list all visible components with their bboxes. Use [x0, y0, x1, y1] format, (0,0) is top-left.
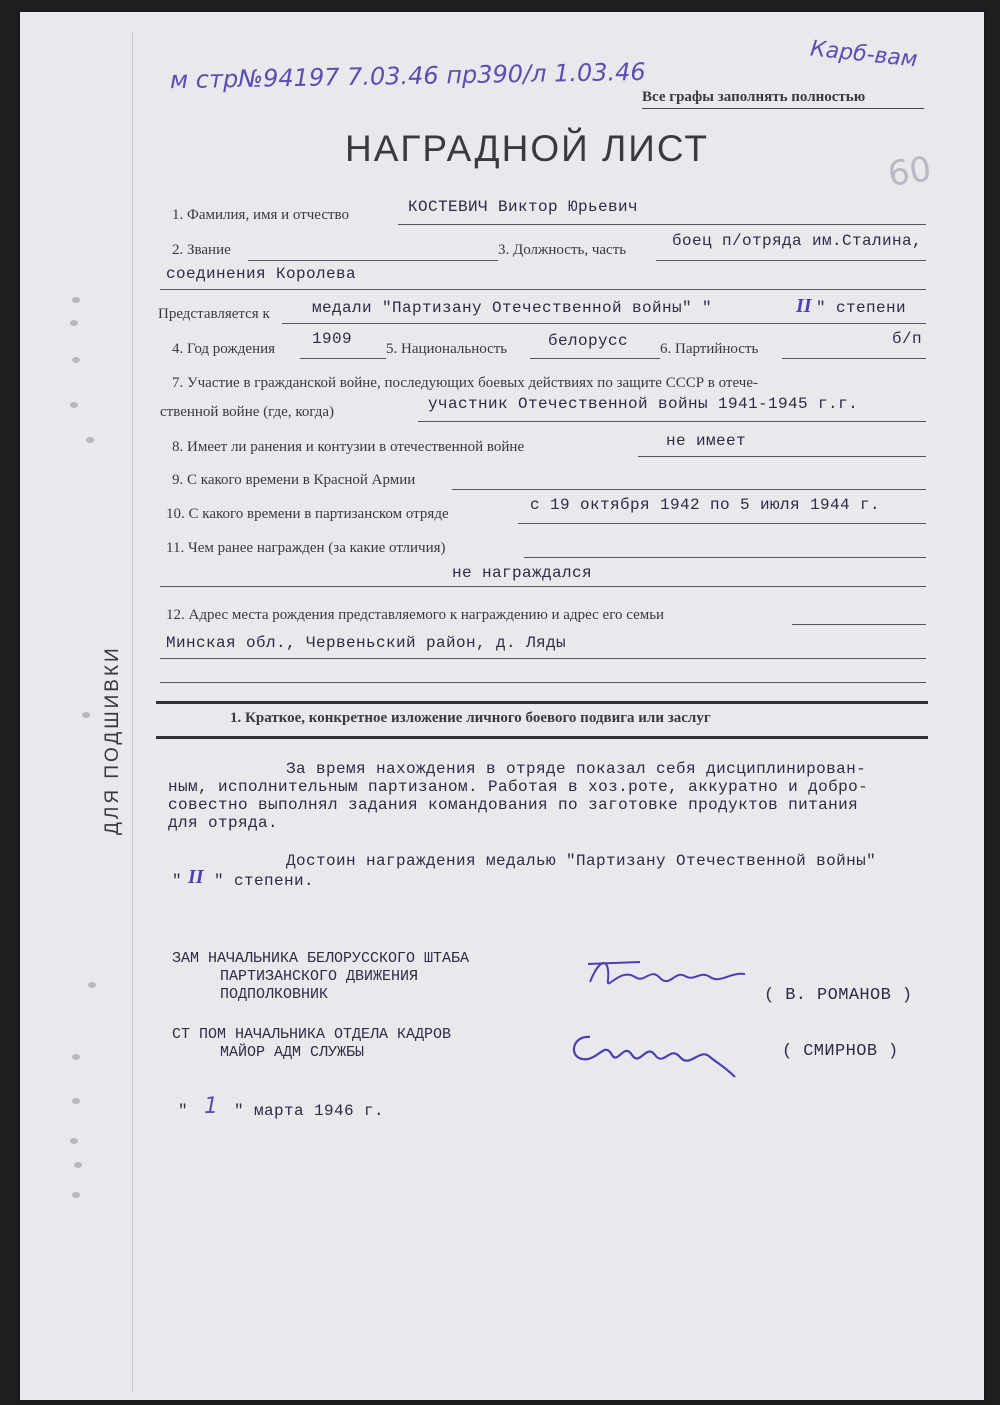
field-7-label: 7. Участие в гражданской войне, последующих боевых действиях по защите СССР в отече- — [172, 375, 758, 391]
field-4-value: 1909 — [312, 330, 353, 348]
merit-conclusion-degree: II — [188, 866, 204, 888]
field-12-label: 12. Адрес места рождения представляемого к награждению и адрес его семьи — [166, 607, 665, 623]
represented-degree: II — [796, 295, 812, 317]
handwritten-archive-note: м стр№94197 7.03.46 пр390/л 1.03.46 — [169, 57, 646, 95]
field-3-value-cont: соединения Королева — [166, 265, 357, 283]
signatory-1-line-1: ЗАМ НАЧАЛЬНИКА БЕЛОРУССКОГО ШТАБА — [172, 950, 470, 967]
merit-conclusion-close: " степени. — [214, 872, 315, 890]
field-2-label: 2. Звание — [172, 242, 231, 258]
field-7-label-cont: ственной войне (где, когда) — [160, 404, 335, 420]
section-heading: 1. Краткое, конкретное изложение личного боевого подвига или заслуг — [230, 710, 711, 726]
field-3-label: 3. Должность, часть — [498, 242, 627, 258]
binding-margin-label: ДЛЯ ПОДШИВКИ — [102, 645, 123, 835]
date-rest: " марта 1946 г. — [234, 1102, 385, 1120]
signatory-2-line-2: МАЙОР АДМ СЛУЖБЫ — [220, 1044, 365, 1061]
merit-text-line-4: для отряда. — [168, 814, 279, 832]
signatory-2-line-1: СТ ПОМ НАЧАЛЬНИКА ОТДЕЛА КАДРОВ — [172, 1026, 452, 1043]
page-number-pencil: 60 — [885, 149, 934, 195]
merit-text-line-2: ным, исполнительным партизаном. Работая в хоз.роте, аккуратно и добро- — [168, 778, 869, 796]
merit-text-line-3: совестно выполнял задания командования по заготовке продуктов питания — [168, 796, 859, 814]
punch-hole — [86, 437, 94, 443]
punch-hole — [70, 1138, 78, 1144]
field-10-value: с 19 октября 1942 по 5 июля 1944 г. — [530, 496, 881, 514]
punch-hole — [72, 297, 80, 303]
represented-label: Представляется к — [158, 306, 270, 322]
merit-conclusion-open: " — [172, 872, 183, 890]
field-8-label: 8. Имеет ли ранения и контузии в отечественной войне — [172, 439, 525, 455]
signature-smirnov — [560, 1017, 750, 1087]
field-6-label: 6. Партийность — [660, 341, 759, 357]
field-9-label: 9. С какого времени в Красной Армии — [172, 472, 416, 488]
field-4-label: 4. Год рождения — [172, 341, 276, 357]
punch-hole — [74, 1162, 82, 1168]
field-5-label: 5. Национальность — [386, 341, 508, 357]
field-3-value: боец п/отряда им.Сталина, — [672, 232, 923, 250]
field-12-value: Минская обл., Червеньский район, д. Ляды — [166, 634, 567, 652]
field-1-value: КОСТЕВИЧ Виктор Юрьевич — [408, 198, 639, 216]
punch-hole — [72, 1098, 80, 1104]
field-11-value: не награждался — [452, 564, 593, 582]
field-7-value: участник Отечественной войны 1941-1945 г.г. — [428, 395, 859, 413]
instruction-note: Все графы заполнять полностью — [642, 89, 866, 105]
field-10-label: 10. С какого времени в партизанском отряде — [166, 506, 449, 522]
signatory-1-line-2: ПАРТИЗАНСКОГО ДВИЖЕНИЯ — [220, 968, 419, 985]
document-title: НАГРАДНОЙ ЛИСТ — [345, 128, 709, 169]
signatory-1-name: ( В. РОМАНОВ ) — [764, 986, 913, 1005]
award-sheet — [20, 12, 984, 1400]
handwritten-corner-note: Карб-вам — [808, 36, 919, 73]
punch-hole — [82, 712, 90, 718]
date-open-quote: " — [178, 1102, 189, 1120]
punch-hole — [70, 320, 78, 326]
field-8-value: не имеет — [666, 432, 747, 450]
signatory-1-line-3: ПОДПОЛКОВНИК — [220, 986, 329, 1003]
field-11-label: 11. Чем ранее награжден (за какие отличия) — [166, 540, 446, 556]
merit-text-line-1: За время нахождения в отряде показал себя дисциплинирован- — [286, 760, 867, 778]
punch-hole — [72, 357, 80, 363]
punch-hole — [88, 982, 96, 988]
punch-hole — [72, 1192, 80, 1198]
merit-conclusion-line-1: Достоин награждения медалью "Партизану Отечественной войны" — [286, 852, 877, 870]
represented-value: медали "Партизану Отечественной войны" " — [312, 299, 713, 317]
field-1-label: 1. Фамилия, имя и отчество — [172, 207, 350, 223]
punch-hole — [70, 402, 78, 408]
punch-hole — [72, 1054, 80, 1060]
represented-suffix: " степени — [816, 299, 907, 317]
field-5-value: белорусс — [548, 332, 629, 350]
date-day: 1 — [204, 1094, 218, 1119]
signatory-2-name: ( СМИРНОВ ) — [782, 1042, 899, 1061]
field-6-value: б/п — [892, 330, 923, 348]
signature-romanov — [580, 952, 760, 1002]
